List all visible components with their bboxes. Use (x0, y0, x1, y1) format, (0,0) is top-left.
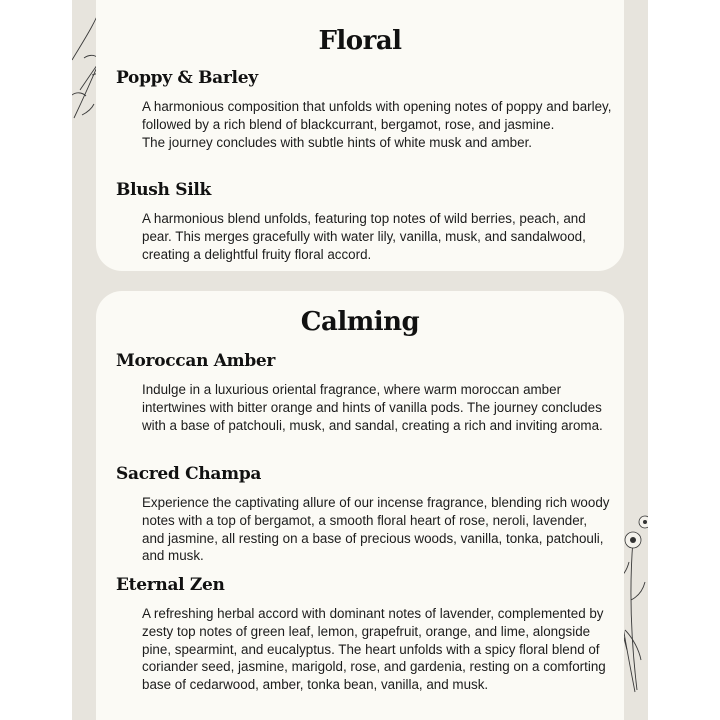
product-description-sacred-champa: Experience the captivating allure of our incense fragrance, blending rich woody notes with a top of bergamot, a smooth floral heart of rose, neroli, lavender, and jasmine, all resting on a base of precious woods, vanilla, tonka, patchouli, and musk. (142, 495, 610, 564)
catalog-page (72, 0, 648, 720)
product-name-moroccan-amber: Moroccan Amber (116, 351, 276, 371)
product-name-eternal-zen: Eternal Zen (116, 575, 225, 595)
product-name-poppy-barley: Poppy & Barley (116, 68, 258, 88)
product-description-moroccan-amber: Indulge in a luxurious oriental fragrance, where warm moroccan amber intertwines with bitter orange and hints of vanilla pods. The journey concludes with a base of patchouli, musk, and sandal, creating a rich and inviting aroma. (142, 382, 603, 433)
section-title-calming: Calming (300, 307, 420, 337)
calming-section-card (96, 291, 624, 720)
section-title-floral: Floral (318, 26, 402, 56)
product-description-eternal-zen: A refreshing herbal accord with dominant notes of lavender, complemented by zesty top notes of green leaf, lemon, grapefruit, orange, and lime, alongside pine, spearmint, and eucalyptus. The heart unfolds with a spicy floral blend of coriander seed, jasmine, marigold, rose, and gardenia, resting on a comforting base of cedarwood, amber, tonka bean, vanilla, and musk. (142, 606, 606, 693)
product-name-sacred-champa: Sacred Champa (116, 464, 262, 484)
floral-section-card (96, 0, 624, 271)
product-description-blush-silk: A harmonious blend unfolds, featuring top notes of wild berries, peach, and pear. This merges gracefully with water lily, vanilla, musk, and sandalwood, creating a delightful fruity floral accord. (142, 211, 586, 262)
product-name-blush-silk: Blush Silk (116, 180, 212, 200)
product-description-poppy-barley: A harmonious composition that unfolds with opening notes of poppy and barley, followed by a rich blend of blackcurrant, bergamot, rose, and jasmine. The journey concludes with subtle hints of white musk and amber. (142, 99, 612, 150)
